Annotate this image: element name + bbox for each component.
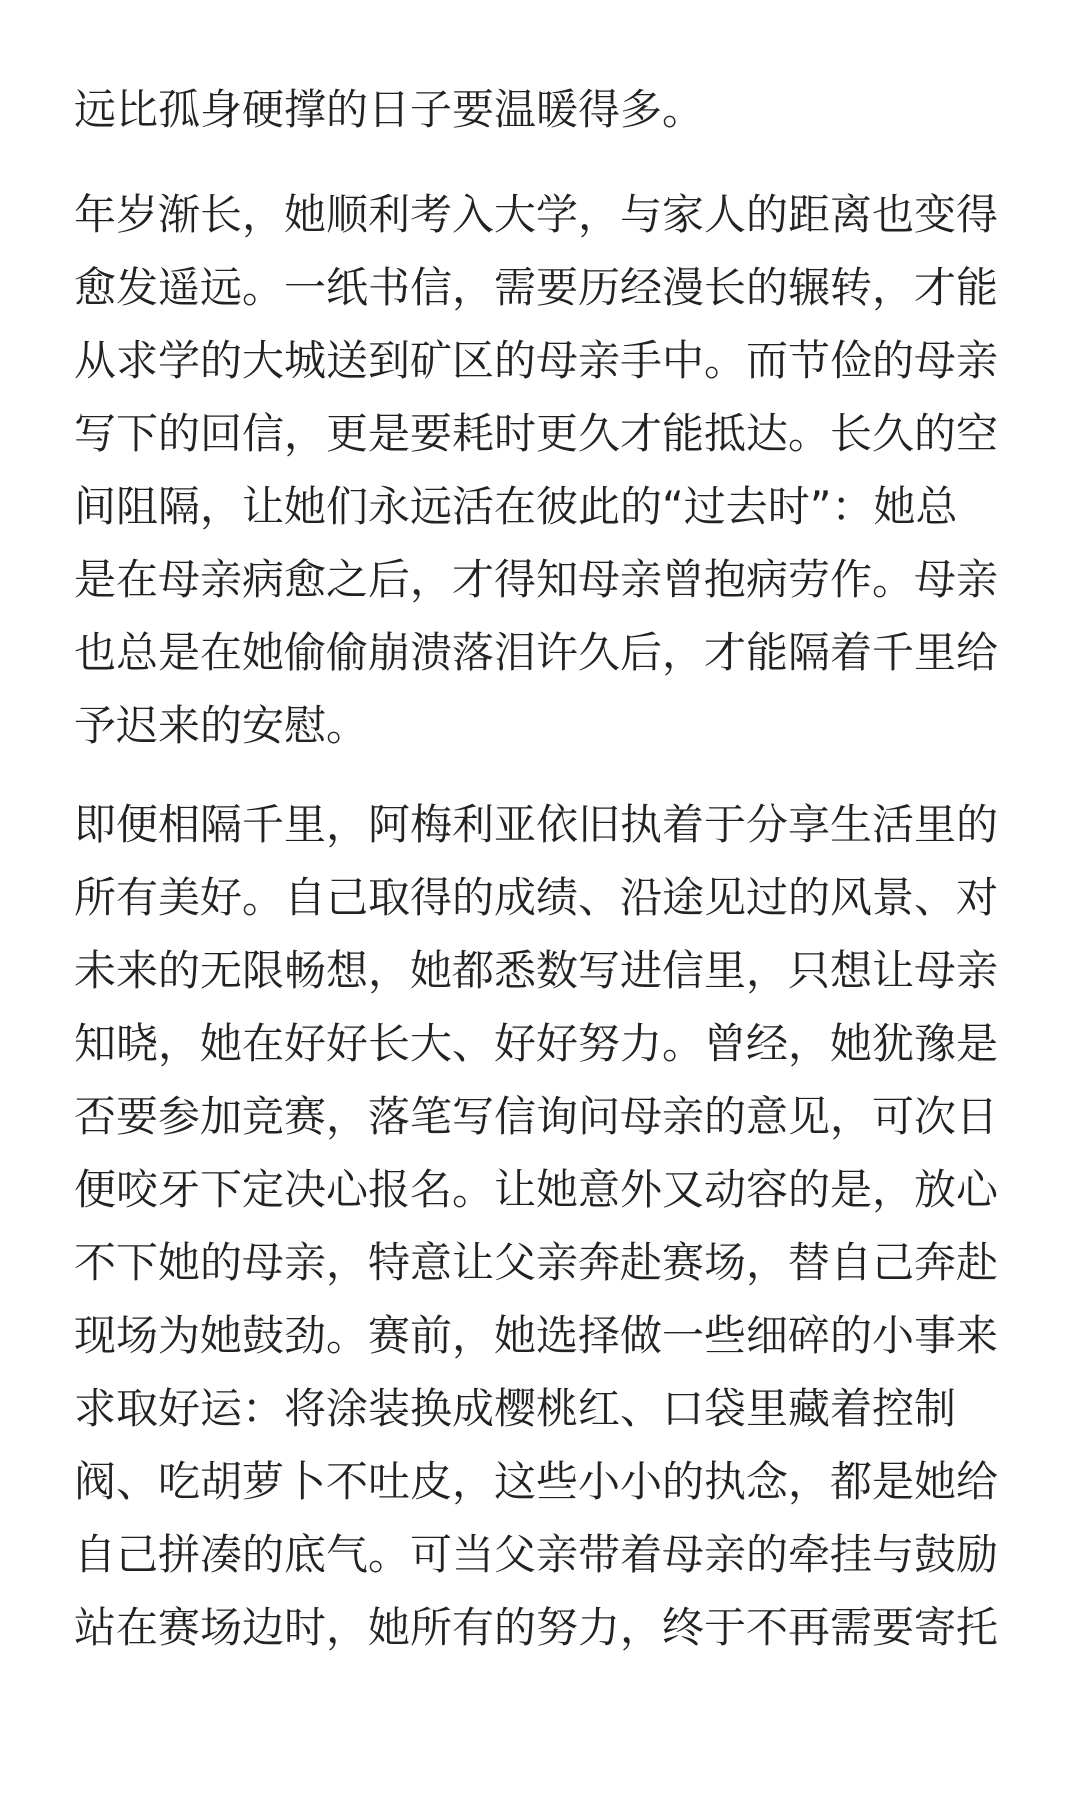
text-line: 从求学的大城送到矿区的母亲手中。而节俭的母亲	[74, 336, 999, 385]
paragraph-3	[74, 788, 998, 1664]
text-line: 自己拼凑的底气。可当父亲带着母亲的牵挂与鼓励	[74, 1530, 999, 1579]
paragraph-2	[74, 178, 998, 762]
text-line: 也总是在她偷偷崩溃落泪许久后，才能隔着千里给	[74, 628, 999, 677]
text-line: 年岁渐长，她顺利考入大学，与家人的距离也变得	[74, 190, 999, 239]
text-line: 便咬牙下定决心报名。让她意外又动容的是，放心	[74, 1165, 999, 1214]
text-line: 是在母亲病愈之后，才得知母亲曾抱病劳作。母亲	[74, 555, 999, 604]
text-line: 愈发遥远。一纸书信，需要历经漫长的辗转，才能	[74, 263, 999, 312]
text-line: 站在赛场边时，她所有的努力，终于不再需要寄托	[74, 1603, 999, 1652]
text-line: 所有美好。自己取得的成绩、沿途见过的风景、对	[74, 873, 999, 922]
text-line: 写下的回信，更是要耗时更久才能抵达。长久的空	[74, 409, 999, 458]
text-line: 求取好运：将涂装换成樱桃红、口袋里藏着控制	[74, 1384, 957, 1433]
text-line: 未来的无限畅想，她都悉数写进信里，只想让母亲	[74, 946, 999, 995]
text-line: 即便相隔千里，阿梅利亚依旧执着于分享生活里的	[74, 800, 999, 849]
paragraph-1	[74, 73, 704, 146]
text-line: 不下她的母亲，特意让父亲奔赴赛场，替自己奔赴	[74, 1238, 999, 1287]
text-line: 间阻隔，让她们永远活在彼此的“过去时”：她总	[74, 482, 958, 531]
text-line: 阀、吃胡萝卜不吐皮，这些小小的执念，都是她给	[74, 1457, 999, 1506]
text-line: 予迟来的安慰。	[74, 701, 369, 750]
text-line: 否要参加竞赛，落笔写信询问母亲的意见，可次日	[74, 1092, 999, 1141]
text-line: 现场为她鼓劲。赛前，她选择做一些细碎的小事来	[74, 1311, 999, 1360]
text-line: 远比孤身硬撑的日子要温暖得多。	[74, 85, 705, 134]
text-line: 知晓，她在好好长大、好好努力。曾经，她犹豫是	[74, 1019, 999, 1068]
